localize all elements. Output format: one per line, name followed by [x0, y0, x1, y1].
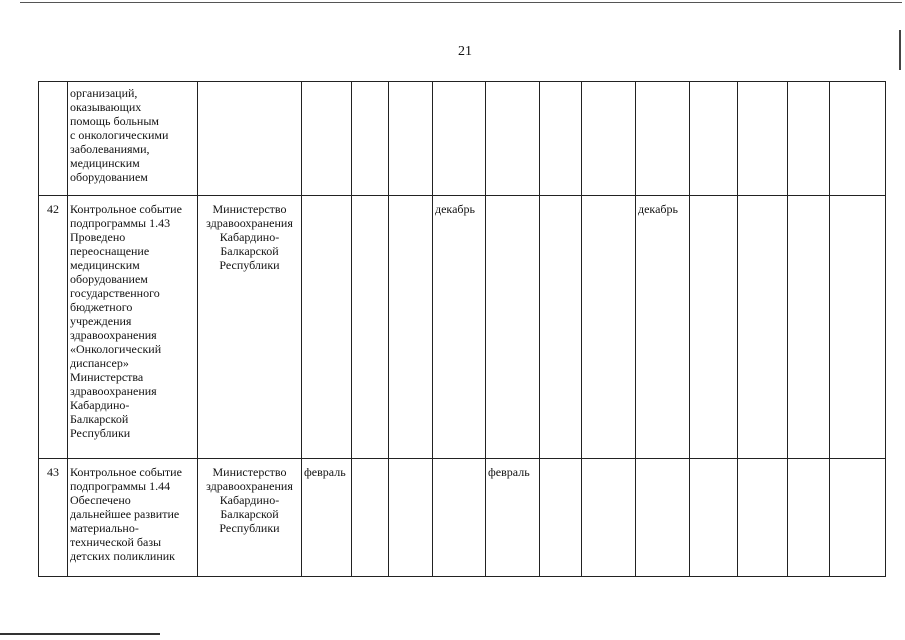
executor: [198, 82, 302, 196]
period-cell: [738, 459, 788, 577]
period-cell: [540, 82, 582, 196]
period-cell: [738, 196, 788, 459]
period-cell: [352, 459, 389, 577]
executor: [198, 196, 302, 459]
period-cell: [636, 82, 690, 196]
event-description: [68, 196, 198, 459]
executor: [198, 459, 302, 577]
period-cell: [582, 459, 636, 577]
period-cell: [690, 459, 738, 577]
period-cell: [433, 82, 486, 196]
row-number: 42: [39, 196, 68, 459]
event-description: [68, 459, 198, 577]
period-cell: [788, 196, 830, 459]
period-cell: [788, 459, 830, 577]
period-cell: [302, 82, 352, 196]
period-cell: [540, 459, 582, 577]
period-cell: [636, 459, 690, 577]
period-cell: [690, 196, 738, 459]
executor-text: Министерство здравоохранения Кабардино- Балкарской Республики: [206, 465, 293, 535]
scan-border-bottom: [0, 633, 160, 635]
page-number: 21: [458, 44, 472, 59]
period-cell: [830, 459, 886, 577]
period-cell: [690, 82, 738, 196]
event-text: Контрольное событие подпрограммы 1.44 Обеспечено дальнейшее развитие материально- технической базы детских поликлиник: [70, 465, 182, 563]
scan-border-top: [20, 2, 902, 3]
period-cell: декабрь: [433, 196, 486, 459]
event-text: Контрольное событие подпрограммы 1.43 Проведено переоснащение медицинским оборудованием государственного бюджетного учреждения здравоохранения «Онкологический диспансер» Министерства здравоохранения Кабардино- Балкарской Республики: [70, 202, 182, 440]
period-cell: [486, 196, 540, 459]
table-row: [39, 82, 886, 196]
event-text: организаций, оказывающих помощь больным с онкологическими заболеваниями, медицинским оборудованием: [70, 86, 169, 184]
period-cell: [830, 82, 886, 196]
period-cell: [389, 196, 433, 459]
row-number: 43: [39, 459, 68, 577]
period-cell: [738, 82, 788, 196]
row-number: [39, 82, 68, 196]
table-row: [39, 196, 886, 459]
period-cell: [486, 82, 540, 196]
period-cell: [540, 196, 582, 459]
period-cell: [582, 196, 636, 459]
period-cell: [788, 82, 830, 196]
period-cell: [302, 196, 352, 459]
period-cell: февраль: [486, 459, 540, 577]
table-row: [39, 459, 886, 577]
schedule-table: [38, 81, 886, 577]
period-cell: [352, 196, 389, 459]
event-description: [68, 82, 198, 196]
executor-text: Министерство здравоохранения Кабардино- Балкарской Республики: [206, 202, 293, 272]
period-cell: [433, 459, 486, 577]
period-cell: [389, 459, 433, 577]
period-cell: [582, 82, 636, 196]
period-cell: [830, 196, 886, 459]
period-cell: февраль: [302, 459, 352, 577]
period-cell: [352, 82, 389, 196]
period-cell: декабрь: [636, 196, 690, 459]
period-cell: [389, 82, 433, 196]
